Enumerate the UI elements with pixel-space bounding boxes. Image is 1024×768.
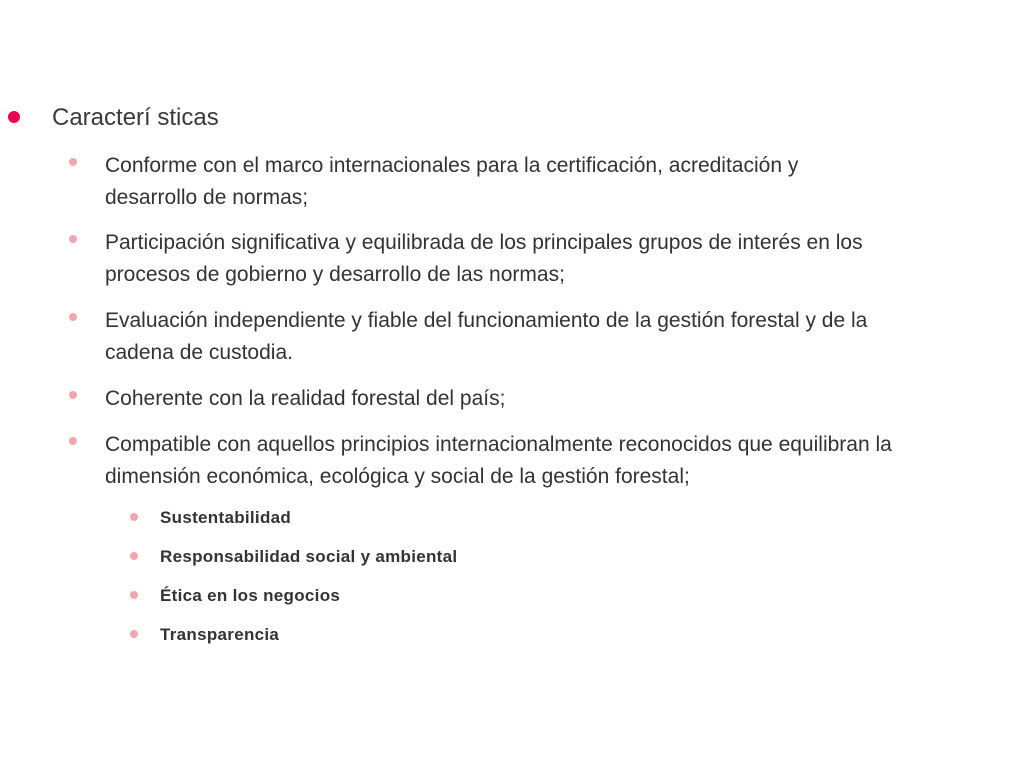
- list-item-line: Conforme con el marco internacionales para la certificación, acreditación y: [105, 154, 799, 177]
- sub-list-item-text: Transparencia: [160, 625, 280, 644]
- sub-list-item-text: Responsabilidad social y ambiental: [160, 547, 458, 566]
- sub-list-item-text: Sustentabilidad: [160, 508, 292, 527]
- bullet-icon: [69, 437, 77, 445]
- list-item-line: Participación significativa y equilibrada de los principales grupos de interés en los: [105, 231, 863, 254]
- list-item-line: procesos de gobierno y desarrollo de las normas;: [105, 263, 565, 286]
- sub-bullet-icon: [130, 591, 138, 599]
- sub-bullet-icon: [130, 513, 138, 521]
- list-item-line: desarrollo de normas;: [105, 186, 309, 209]
- list-item-line: Compatible con aquellos principios internacionalmente reconocidos que equilibran la: [105, 433, 892, 456]
- list-item-text: [105, 227, 1000, 291]
- list-item-text: [105, 305, 1000, 369]
- bullet-icon: [69, 391, 77, 399]
- primary-bullet-icon: [8, 111, 20, 123]
- sub-bullet-icon: [130, 630, 138, 638]
- sub-list-item-text: Ética en los negocios: [160, 586, 341, 605]
- list-item-line: Evaluación independiente y fiable del funcionamiento de la gestión forestal y de la: [105, 309, 868, 332]
- bullet-icon: [69, 235, 77, 243]
- list-item-line: dimensión económica, ecológica y social de la gestión forestal;: [105, 465, 690, 488]
- list-item-text: [105, 383, 1000, 415]
- list-item-line: Coherente con la realidad forestal del país;: [105, 387, 506, 410]
- list-item-text: [105, 429, 1000, 493]
- bullet-icon: [69, 313, 77, 321]
- bullet-icon: [69, 158, 77, 166]
- sub-bullet-icon: [130, 552, 138, 560]
- list-item-text: [105, 150, 1000, 214]
- slide-heading: Caracterí sticas: [52, 104, 219, 131]
- list-item-line: cadena de custodia.: [105, 341, 293, 364]
